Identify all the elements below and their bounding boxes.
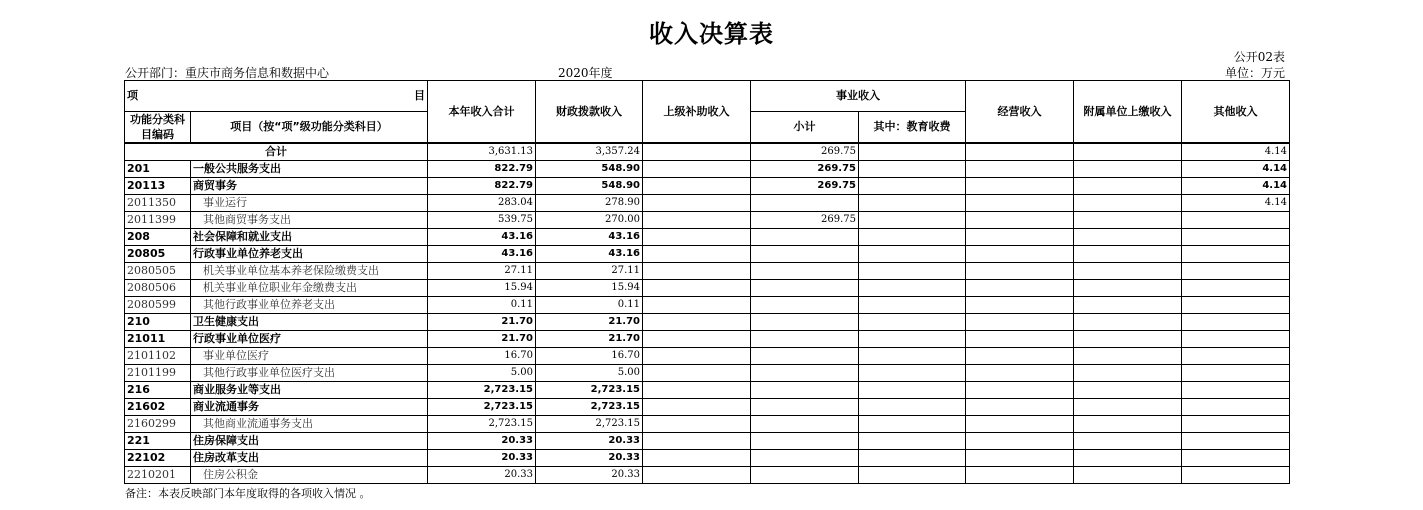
table-row — [125, 195, 1290, 212]
header-career: 事业收入 — [751, 81, 966, 112]
superior-cell — [643, 314, 751, 331]
table-row — [125, 331, 1290, 348]
name-cell: 住房改革支出 — [191, 450, 428, 467]
code-cell: 2011350 — [125, 195, 191, 212]
edu-cell — [859, 314, 966, 331]
affiliated-cell — [1074, 263, 1182, 280]
edu-cell — [859, 178, 966, 195]
total-cell: 20.33 — [428, 450, 536, 467]
affiliated-cell — [1074, 229, 1182, 246]
affiliated-cell — [1074, 143, 1182, 161]
total-cell: 2,723.15 — [428, 382, 536, 399]
other-cell — [1182, 433, 1290, 450]
superior-cell — [643, 212, 751, 229]
edu-cell — [859, 143, 966, 161]
name-cell: 事业单位医疗 — [191, 348, 428, 365]
other-cell — [1182, 280, 1290, 297]
code-cell: 216 — [125, 382, 191, 399]
code-cell: 2011399 — [125, 212, 191, 229]
footnote: 备注：本表反映部门本年度取得的各项收入情况 。 — [125, 487, 371, 500]
header-other: 其他收入 — [1182, 81, 1290, 144]
operating-cell — [966, 143, 1074, 161]
total-cell: 822.79 — [428, 178, 536, 195]
name-cell: 社会保障和就业支出 — [191, 229, 428, 246]
affiliated-cell — [1074, 331, 1182, 348]
operating-cell — [966, 246, 1074, 263]
other-cell — [1182, 263, 1290, 280]
superior-cell — [643, 382, 751, 399]
name-cell: 商业流通事务 — [191, 399, 428, 416]
total-cell: 21.70 — [428, 331, 536, 348]
superior-cell — [643, 143, 751, 161]
career-cell — [751, 246, 859, 263]
name-cell: 住房公积金 — [191, 467, 428, 484]
total-cell: 15.94 — [428, 280, 536, 297]
superior-cell — [643, 365, 751, 382]
operating-cell — [966, 433, 1074, 450]
table-row — [125, 297, 1290, 314]
table-row — [125, 382, 1290, 399]
code-cell: 201 — [125, 161, 191, 178]
header-superior: 上级补助收入 — [643, 81, 751, 144]
name-cell: 行政事业单位养老支出 — [191, 246, 428, 263]
total-cell: 16.70 — [428, 348, 536, 365]
code-cell: 2080506 — [125, 280, 191, 297]
career-cell: 269.75 — [751, 161, 859, 178]
other-cell — [1182, 467, 1290, 484]
header-fiscal: 财政拨款收入 — [536, 81, 643, 144]
superior-cell — [643, 399, 751, 416]
header-item: 项目（按“项”级功能分类科目） — [191, 112, 428, 144]
edu-cell — [859, 263, 966, 280]
career-cell — [751, 382, 859, 399]
total-cell: 21.70 — [428, 314, 536, 331]
affiliated-cell — [1074, 195, 1182, 212]
table-row — [125, 314, 1290, 331]
edu-cell — [859, 433, 966, 450]
superior-cell — [643, 331, 751, 348]
operating-cell — [966, 229, 1074, 246]
operating-cell — [966, 331, 1074, 348]
superior-cell — [643, 178, 751, 195]
edu-cell — [859, 246, 966, 263]
name-cell: 行政事业单位医疗 — [191, 331, 428, 348]
fiscal-cell: 3,357.24 — [536, 143, 643, 161]
other-cell — [1182, 297, 1290, 314]
total-cell: 822.79 — [428, 161, 536, 178]
other-cell: 4.14 — [1182, 143, 1290, 161]
name-cell: 住房保障支出 — [191, 433, 428, 450]
career-cell — [751, 365, 859, 382]
table-row — [125, 263, 1290, 280]
total-cell: 0.11 — [428, 297, 536, 314]
operating-cell — [966, 178, 1074, 195]
total-row — [125, 143, 1290, 161]
superior-cell — [643, 263, 751, 280]
edu-cell — [859, 229, 966, 246]
header-affiliated: 附属单位上缴收入 — [1074, 81, 1182, 144]
code-cell: 20805 — [125, 246, 191, 263]
operating-cell — [966, 365, 1074, 382]
total-cell: 283.04 — [428, 195, 536, 212]
code-cell: 2101199 — [125, 365, 191, 382]
edu-cell — [859, 348, 966, 365]
table-row — [125, 365, 1290, 382]
fiscal-cell: 0.11 — [536, 297, 643, 314]
code-cell: 2080599 — [125, 297, 191, 314]
edu-cell — [859, 365, 966, 382]
superior-cell — [643, 229, 751, 246]
other-cell — [1182, 212, 1290, 229]
name-cell: 商业服务业等支出 — [191, 382, 428, 399]
fiscal-cell: 16.70 — [536, 348, 643, 365]
operating-cell — [966, 314, 1074, 331]
name-cell: 其他行政事业单位医疗支出 — [191, 365, 428, 382]
name-cell: 一般公共服务支出 — [191, 161, 428, 178]
operating-cell — [966, 399, 1074, 416]
unit-label: 单位：万元 — [1224, 66, 1285, 80]
other-cell — [1182, 331, 1290, 348]
fiscal-cell: 2,723.15 — [536, 399, 643, 416]
table-body — [125, 143, 1290, 484]
other-cell: 4.14 — [1182, 195, 1290, 212]
operating-cell — [966, 161, 1074, 178]
career-cell — [751, 297, 859, 314]
year-label: 2020年度 — [558, 66, 613, 80]
career-cell — [751, 331, 859, 348]
operating-cell — [966, 212, 1074, 229]
name-cell: 机关事业单位基本养老保险缴费支出 — [191, 263, 428, 280]
career-cell — [751, 195, 859, 212]
other-cell: 4.14 — [1182, 178, 1290, 195]
career-cell — [751, 433, 859, 450]
table-row — [125, 161, 1290, 178]
edu-cell — [859, 297, 966, 314]
operating-cell — [966, 280, 1074, 297]
fiscal-cell: 2,723.15 — [536, 416, 643, 433]
career-cell: 269.75 — [751, 178, 859, 195]
superior-cell — [643, 416, 751, 433]
fiscal-cell: 270.00 — [536, 212, 643, 229]
fiscal-cell: 20.33 — [536, 467, 643, 484]
fiscal-cell: 2,723.15 — [536, 382, 643, 399]
name-cell: 机关事业单位职业年金缴费支出 — [191, 280, 428, 297]
table-row — [125, 467, 1290, 484]
superior-cell — [643, 467, 751, 484]
fiscal-cell: 20.33 — [536, 450, 643, 467]
code-cell: 221 — [125, 433, 191, 450]
total-cell: 2,723.15 — [428, 399, 536, 416]
fiscal-cell: 21.70 — [536, 331, 643, 348]
header-total: 本年收入合计 — [428, 81, 536, 144]
total-label: 合计 — [125, 143, 428, 161]
other-cell — [1182, 416, 1290, 433]
superior-cell — [643, 246, 751, 263]
career-cell — [751, 348, 859, 365]
operating-cell — [966, 382, 1074, 399]
edu-cell — [859, 399, 966, 416]
fiscal-cell: 548.90 — [536, 161, 643, 178]
career-cell — [751, 450, 859, 467]
total-cell: 20.33 — [428, 467, 536, 484]
operating-cell — [966, 297, 1074, 314]
header-xiang: 项 — [127, 89, 138, 102]
code-cell: 2101102 — [125, 348, 191, 365]
affiliated-cell — [1074, 416, 1182, 433]
operating-cell — [966, 348, 1074, 365]
other-cell — [1182, 382, 1290, 399]
name-cell: 其他商贸事务支出 — [191, 212, 428, 229]
affiliated-cell — [1074, 314, 1182, 331]
career-cell — [751, 229, 859, 246]
header-operating: 经营收入 — [966, 81, 1074, 144]
edu-cell — [859, 416, 966, 433]
code-cell: 208 — [125, 229, 191, 246]
code-cell: 2080505 — [125, 263, 191, 280]
header-item-corner — [125, 81, 428, 112]
operating-cell — [966, 467, 1074, 484]
code-cell: 21011 — [125, 331, 191, 348]
operating-cell — [966, 195, 1074, 212]
affiliated-cell — [1074, 161, 1182, 178]
table-row — [125, 433, 1290, 450]
operating-cell — [966, 416, 1074, 433]
affiliated-cell — [1074, 246, 1182, 263]
edu-cell — [859, 382, 966, 399]
affiliated-cell — [1074, 280, 1182, 297]
edu-cell — [859, 467, 966, 484]
edu-cell — [859, 450, 966, 467]
career-cell — [751, 416, 859, 433]
total-cell: 20.33 — [428, 433, 536, 450]
total-cell: 2,723.15 — [428, 416, 536, 433]
name-cell: 卫生健康支出 — [191, 314, 428, 331]
total-cell: 3,631.13 — [428, 143, 536, 161]
career-cell — [751, 399, 859, 416]
total-cell: 539.75 — [428, 212, 536, 229]
affiliated-cell — [1074, 399, 1182, 416]
code-cell: 21602 — [125, 399, 191, 416]
superior-cell — [643, 348, 751, 365]
department-label: 公开部门：重庆市商务信息和数据中心 — [125, 66, 330, 80]
career-cell: 269.75 — [751, 143, 859, 161]
career-cell — [751, 314, 859, 331]
total-cell: 27.11 — [428, 263, 536, 280]
affiliated-cell — [1074, 365, 1182, 382]
edu-cell — [859, 212, 966, 229]
superior-cell — [643, 297, 751, 314]
table-row — [125, 246, 1290, 263]
table-row — [125, 399, 1290, 416]
name-cell: 其他商业流通事务支出 — [191, 416, 428, 433]
header-mu: 目 — [414, 89, 425, 102]
affiliated-cell — [1074, 467, 1182, 484]
table-row — [125, 450, 1290, 467]
total-cell: 43.16 — [428, 229, 536, 246]
fiscal-cell: 20.33 — [536, 433, 643, 450]
other-cell — [1182, 348, 1290, 365]
affiliated-cell — [1074, 178, 1182, 195]
other-cell — [1182, 365, 1290, 382]
superior-cell — [643, 195, 751, 212]
header-career-subtotal: 小计 — [751, 112, 859, 144]
code-cell: 2210201 — [125, 467, 191, 484]
code-cell: 2160299 — [125, 416, 191, 433]
other-cell — [1182, 246, 1290, 263]
report-title: 收入决算表 — [649, 20, 774, 48]
fiscal-cell: 278.90 — [536, 195, 643, 212]
fiscal-cell: 548.90 — [536, 178, 643, 195]
operating-cell — [966, 450, 1074, 467]
superior-cell — [643, 450, 751, 467]
affiliated-cell — [1074, 348, 1182, 365]
affiliated-cell — [1074, 297, 1182, 314]
edu-cell — [859, 331, 966, 348]
other-cell: 4.14 — [1182, 161, 1290, 178]
table-row — [125, 280, 1290, 297]
career-cell: 269.75 — [751, 212, 859, 229]
code-cell: 210 — [125, 314, 191, 331]
table-row — [125, 212, 1290, 229]
fiscal-cell: 43.16 — [536, 246, 643, 263]
other-cell — [1182, 399, 1290, 416]
fiscal-cell: 27.11 — [536, 263, 643, 280]
income-table — [124, 80, 1290, 484]
superior-cell — [643, 280, 751, 297]
superior-cell — [643, 161, 751, 178]
table-row — [125, 178, 1290, 195]
affiliated-cell — [1074, 450, 1182, 467]
total-cell: 5.00 — [428, 365, 536, 382]
career-cell — [751, 263, 859, 280]
total-cell: 43.16 — [428, 246, 536, 263]
fiscal-cell: 21.70 — [536, 314, 643, 331]
superior-cell — [643, 433, 751, 450]
code-cell: 22102 — [125, 450, 191, 467]
affiliated-cell — [1074, 382, 1182, 399]
edu-cell — [859, 161, 966, 178]
other-cell — [1182, 450, 1290, 467]
name-cell: 其他行政事业单位养老支出 — [191, 297, 428, 314]
form-number: 公开02表 — [1233, 50, 1285, 64]
operating-cell — [966, 263, 1074, 280]
header-career-edu: 其中：教育收费 — [859, 112, 966, 144]
table-row — [125, 229, 1290, 246]
table-row — [125, 416, 1290, 433]
edu-cell — [859, 280, 966, 297]
career-cell — [751, 467, 859, 484]
other-cell — [1182, 314, 1290, 331]
code-cell: 20113 — [125, 178, 191, 195]
fiscal-cell: 15.94 — [536, 280, 643, 297]
name-cell: 事业运行 — [191, 195, 428, 212]
header-func-code: 功能分类科目编码 — [125, 112, 191, 144]
affiliated-cell — [1074, 433, 1182, 450]
career-cell — [751, 280, 859, 297]
edu-cell — [859, 195, 966, 212]
fiscal-cell: 43.16 — [536, 229, 643, 246]
affiliated-cell — [1074, 212, 1182, 229]
table-row — [125, 348, 1290, 365]
other-cell — [1182, 229, 1290, 246]
fiscal-cell: 5.00 — [536, 365, 643, 382]
name-cell: 商贸事务 — [191, 178, 428, 195]
